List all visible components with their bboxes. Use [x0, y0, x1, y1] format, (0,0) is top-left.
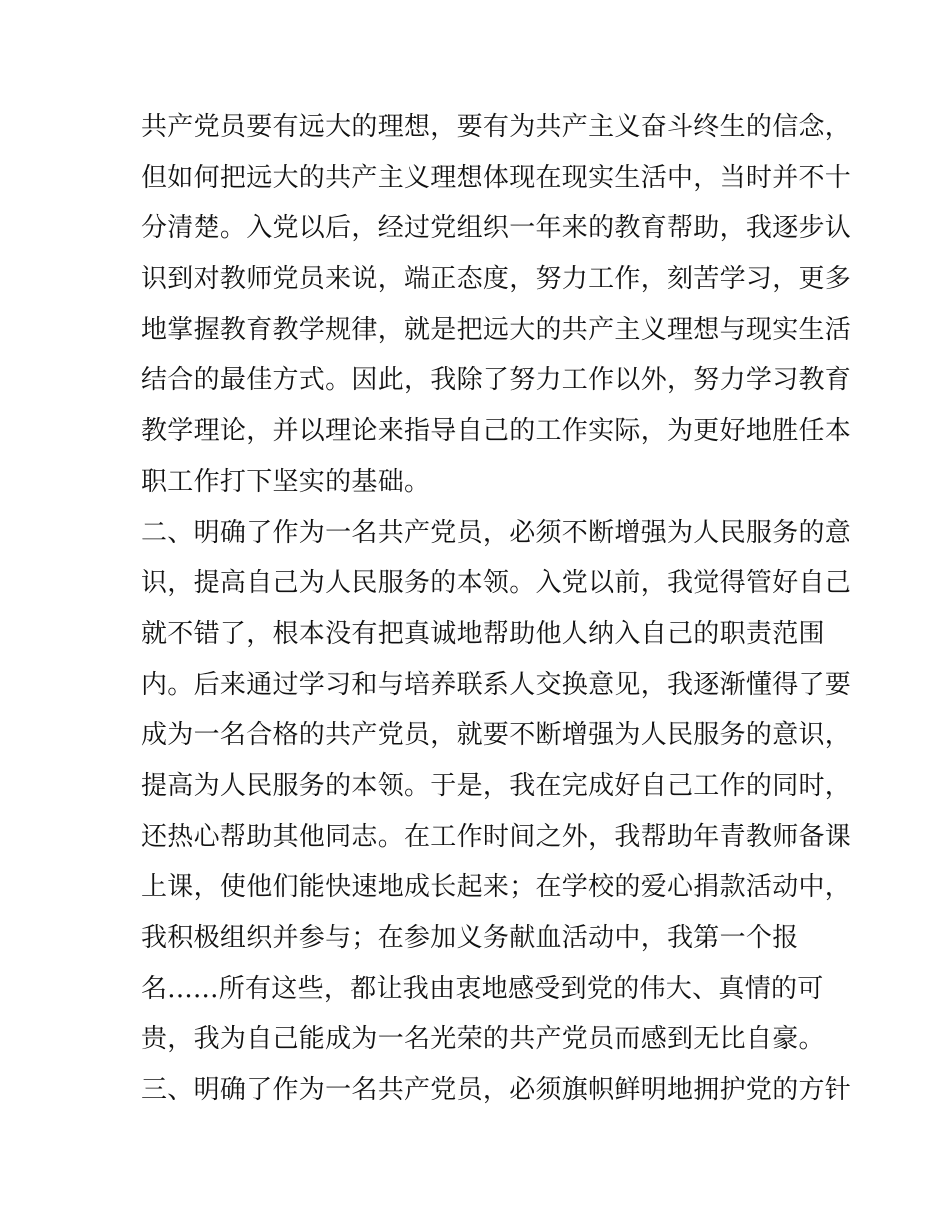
- text-line: 还热心帮助其他同志。在工作时间之外，我帮助年青教师备课: [141, 821, 852, 852]
- text-line: 我积极组织并参与；在参加义务献血活动中，我第一个报: [141, 923, 799, 953]
- text-line: 提高为人民服务的本领。于是，我在完成好自己工作的同时，: [141, 770, 852, 801]
- text-line: 三、明确了作为一名共产党员，必须旗帜鲜明地拥护党的方针: [141, 1075, 852, 1106]
- text-line: 贵，我为自己能成为一名光荣的共产党员而感到无比自豪。: [141, 1024, 825, 1055]
- text-line: 内。后来通过学习和与培养联系人交换意见，我逐渐懂得了要: [141, 669, 852, 700]
- text-line: 上课，使他们能快速地成长起来；在学校的爱心捐款活动中，: [141, 872, 852, 903]
- text-line: 教学理论，并以理论来指导自己的工作实际，为更好地胜任本: [141, 416, 852, 447]
- text-line: 就不错了，根本没有把真诚地帮助他人纳入自己的职责范围: [141, 618, 825, 649]
- text-line: 识到对教师党员来说，端正态度，努力工作，刻苦学习，更多: [141, 264, 852, 295]
- text-line: 结合的最佳方式。因此，我除了努力工作以外，努力学习教育: [141, 365, 852, 396]
- text-line: 名......所有这些，都让我由衷地感受到党的伟大、真情的可: [141, 973, 824, 1004]
- text-line: 职工作打下坚实的基础。: [141, 466, 431, 497]
- text-line: 识，提高自己为人民服务的本领。入党以前，我觉得管好自己: [141, 568, 852, 599]
- text-line: 地掌握教育教学规律，就是把远大的共产主义理想与现实生活: [141, 314, 852, 345]
- text-line: 但如何把远大的共产主义理想体现在现实生活中，当时并不十: [141, 162, 852, 193]
- text-line: 二、明确了作为一名共产党员，必须不断增强为人民服务的意: [141, 517, 852, 548]
- text-line: 共产党员要有远大的理想，要有为共产主义奋斗终生的信念，: [141, 112, 852, 142]
- body-text: [141, 102, 852, 1116]
- text-line: 分清楚。入党以后，经过党组织一年来的教育帮助，我逐步认: [141, 213, 852, 244]
- text-line: 成为一名合格的共产党员，就要不断增强为人民服务的意识，: [141, 720, 852, 751]
